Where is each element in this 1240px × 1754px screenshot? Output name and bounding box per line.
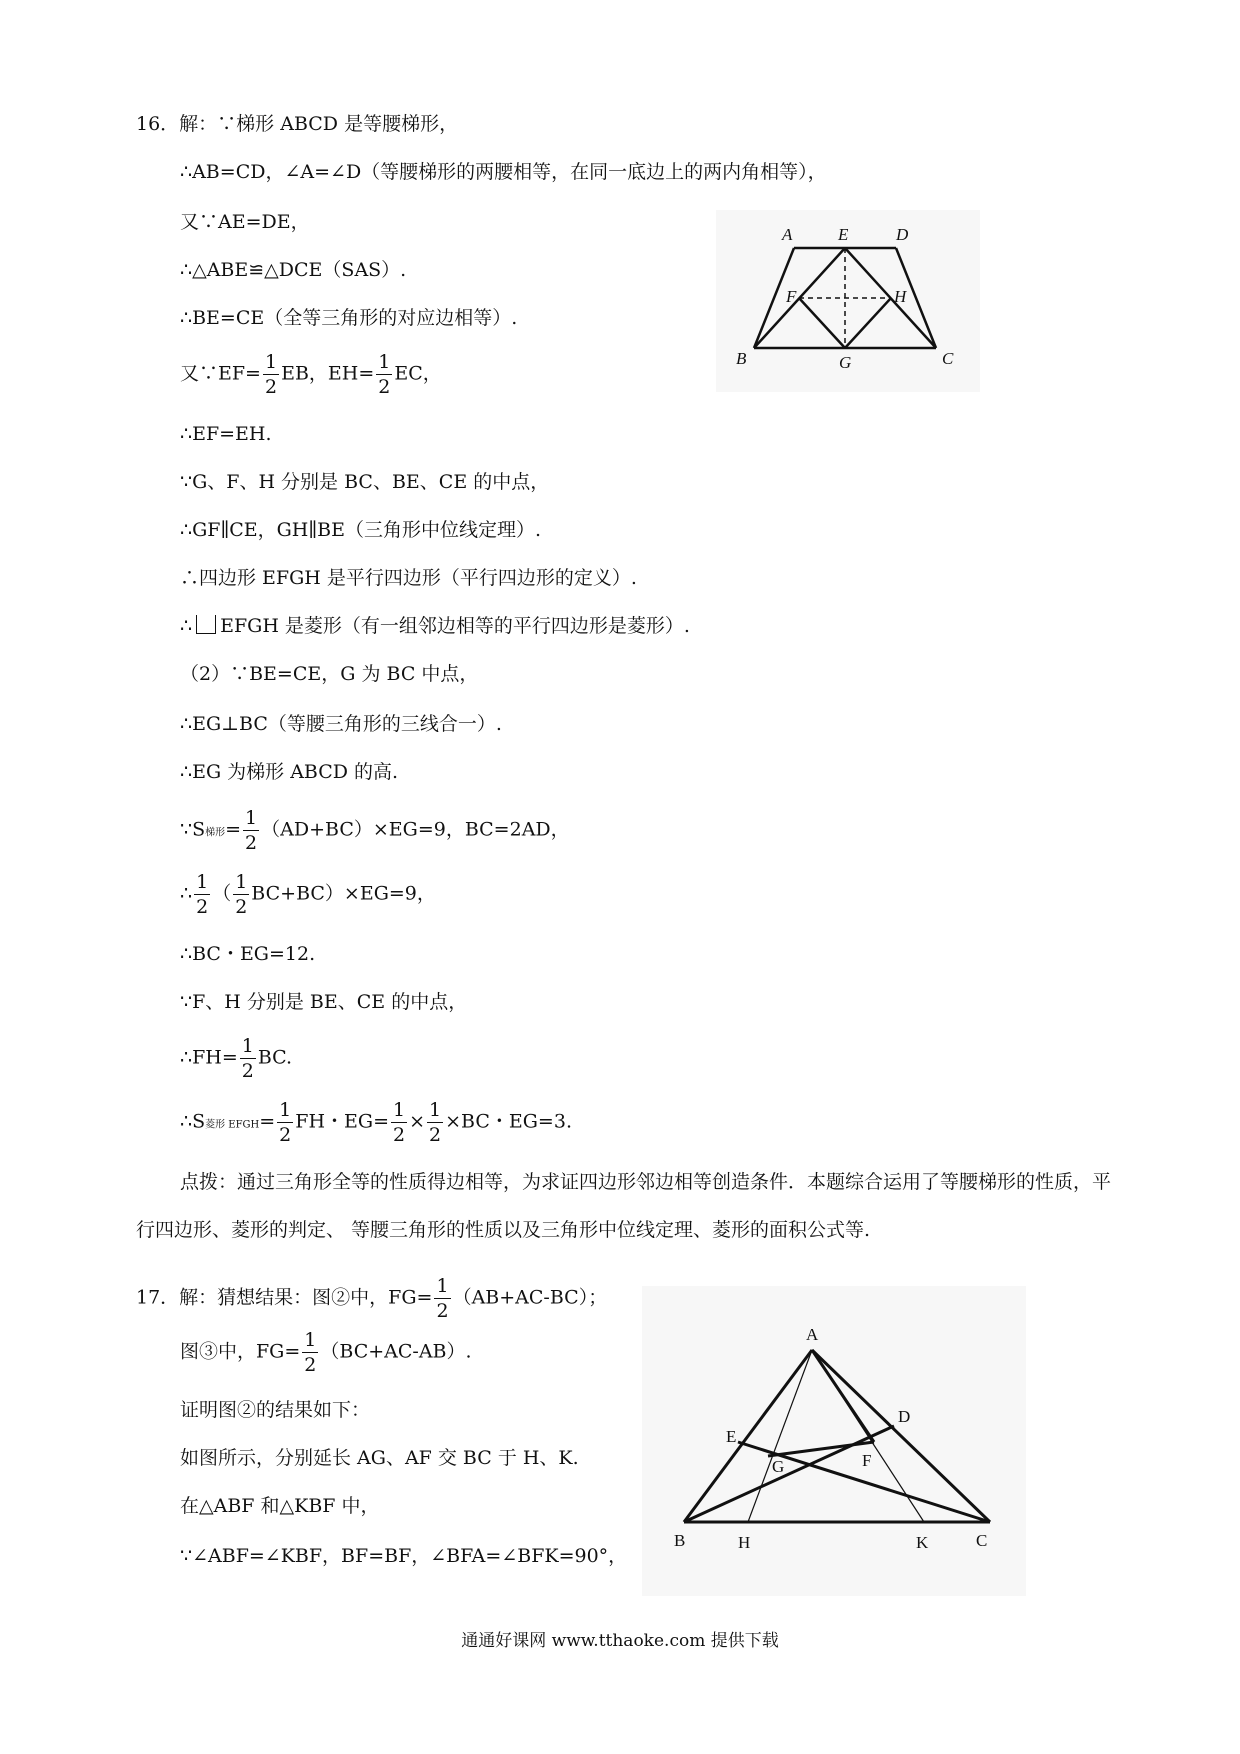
p16-line9: ∴GF∥CE，GH∥BE（三角形中位线定理）. (180, 519, 542, 541)
p16-line20-mid1: FH・EG= (295, 1110, 389, 1133)
p16-line8: ∵G、F、H 分别是 BC、BE、CE 的中点， (180, 471, 550, 493)
p17-line6: ∵∠ABF=∠KBF，BF=BF，∠BFA=∠BFK=90°， (180, 1545, 628, 1567)
label-C: C (976, 1531, 988, 1550)
label-A: A (806, 1325, 819, 1344)
label-D: D (898, 1407, 911, 1426)
fraction-half: $\frac{1}{2}$ (241, 1035, 254, 1082)
label-C: C (942, 349, 954, 368)
p16-line11-pre: ∴ (180, 615, 193, 637)
p16-line3: 又∵AE=DE， (180, 211, 310, 233)
p16-line18: ∵F、H 分别是 BE、CE 的中点， (180, 991, 468, 1013)
p16-line19-pre: ∴FH= (180, 1046, 238, 1069)
triangle-diagram (642, 1286, 1026, 1596)
trapezoid-diagram (716, 210, 980, 392)
p17-line1-post: （AB+AC-BC）； (452, 1286, 608, 1309)
p17-line1 (136, 1274, 607, 1323)
fraction-half: $\frac{1}{2}$ (279, 1099, 292, 1146)
label-K: K (916, 1533, 929, 1552)
p16-line11-post: EFGH 是菱形（有一组邻边相等的平行四边形是菱形）. (220, 615, 690, 637)
fraction-half: $\frac{1}{2}$ (429, 1099, 442, 1146)
p16-line16-pre: ∴ (180, 882, 193, 905)
p16-line15-sub: 梯形 (205, 827, 226, 839)
label-F: F (786, 287, 797, 306)
figure-trapezoid (716, 210, 980, 392)
p16-line4: ∴△ABE≌△DCE（SAS）. (180, 259, 407, 281)
page-footer: 通通好课网 www.tthaoke.com 提供下载 (461, 1631, 779, 1651)
fraction-half: $\frac{1}{2}$ (304, 1329, 317, 1376)
label-D: D (896, 225, 909, 244)
fraction-half: $\frac{1}{2}$ (245, 807, 258, 854)
p16-line15-post: （AD+BC）×EG=9，BC=2AD， (261, 818, 570, 841)
p16-line15-pre: ∵S (180, 818, 206, 841)
p16-line16 (180, 870, 436, 919)
p16-line20-pre: ∴S (180, 1110, 206, 1133)
p16-line20-sub: 菱形 EFGH (205, 1119, 260, 1131)
p16-line6-mid: EB，EH= (281, 362, 375, 385)
label-B: B (674, 1531, 686, 1550)
fraction-half: $\frac{1}{2}$ (393, 1099, 406, 1146)
p17-line2 (180, 1328, 472, 1377)
fraction-half: $\frac{1}{2}$ (378, 351, 391, 398)
p16-line12: （2）∵BE=CE，G 为 BC 中点， (180, 663, 479, 685)
p16-line6-post: EC， (394, 362, 442, 385)
label-G: G (839, 353, 852, 372)
p17-line1-pre: 17．解：猜想结果：图②中，FG= (136, 1286, 433, 1309)
p17-line2-post: （BC+AC-AB）. (320, 1340, 472, 1363)
p16-line14: ∴EG 为梯形 ABCD 的高. (180, 761, 399, 783)
p17-line3: 证明图②的结果如下： (180, 1399, 371, 1421)
label-G: G (772, 1457, 785, 1476)
p16-line19-post: BC. (257, 1046, 293, 1069)
p16-comment: 点拨：通过三角形全等的性质得边相等，为求证四边形邻边相等创造条件．本题综合运用了等腰梯形的性质，平行四边形、菱形的判定、 等腰三角形的性质以及三角形中位线定理、菱形的面积公式等. (136, 1171, 1112, 1241)
equals: = (225, 818, 242, 841)
fraction-half: $\frac{1}{2}$ (436, 1275, 449, 1322)
fraction-half: $\frac{1}{2}$ (235, 871, 248, 918)
p16-line6 (180, 350, 442, 399)
label-H: H (738, 1533, 751, 1552)
p16-line20 (180, 1098, 572, 1147)
p16-line13: ∴EG⊥BC（等腰三角形的三线合一）. (180, 713, 502, 735)
fraction-half: $\frac{1}{2}$ (264, 351, 278, 398)
label-B: B (736, 349, 747, 368)
p16-line7: ∴EF=EH. (180, 423, 272, 445)
label-F: F (862, 1451, 872, 1470)
p16-line1: 16．解：∵梯形 ABCD 是等腰梯形， (136, 113, 459, 135)
label-H: H (894, 287, 907, 306)
p16-line16-mid: （ (212, 882, 232, 905)
p16-line5: ∴BE=CE（全等三角形的对应边相等）. (180, 307, 518, 329)
p16-line2: ∴AB=CD，∠A=∠D（等腰梯形的两腰相等，在同一底边上的两内角相等）， (180, 161, 827, 183)
p16-line17: ∴BC・EG=12. (180, 943, 316, 965)
p16-line10: ∴四边形 EFGH 是平行四边形（平行四边形的定义）. (180, 567, 637, 589)
p16-line16-post: BC+BC）×EG=9， (251, 882, 436, 905)
parallelogram-symbol (196, 615, 216, 634)
p17-line5: 在△ABF 和△KBF 中， (180, 1495, 380, 1517)
p16-line15 (180, 806, 570, 855)
p17-line2-pre: 图③中，FG= (180, 1340, 301, 1363)
p17-line4: 如图所示，分别延长 AG、AF 交 BC 于 H、K. (180, 1447, 579, 1469)
label-E: E (726, 1427, 737, 1446)
figure-triangle (642, 1286, 1026, 1596)
label-E: E (838, 225, 849, 244)
p16-line20-mid2: × (409, 1110, 426, 1133)
p16-line6-pre: 又∵EF= (180, 362, 261, 385)
p16-line19 (180, 1034, 292, 1083)
equals: = (259, 1110, 276, 1133)
p16-line20-post: ×BC・EG=3. (445, 1110, 572, 1133)
label-A: A (782, 225, 793, 244)
fraction-half: $\frac{1}{2}$ (196, 871, 209, 918)
p16-line11 (180, 614, 690, 638)
